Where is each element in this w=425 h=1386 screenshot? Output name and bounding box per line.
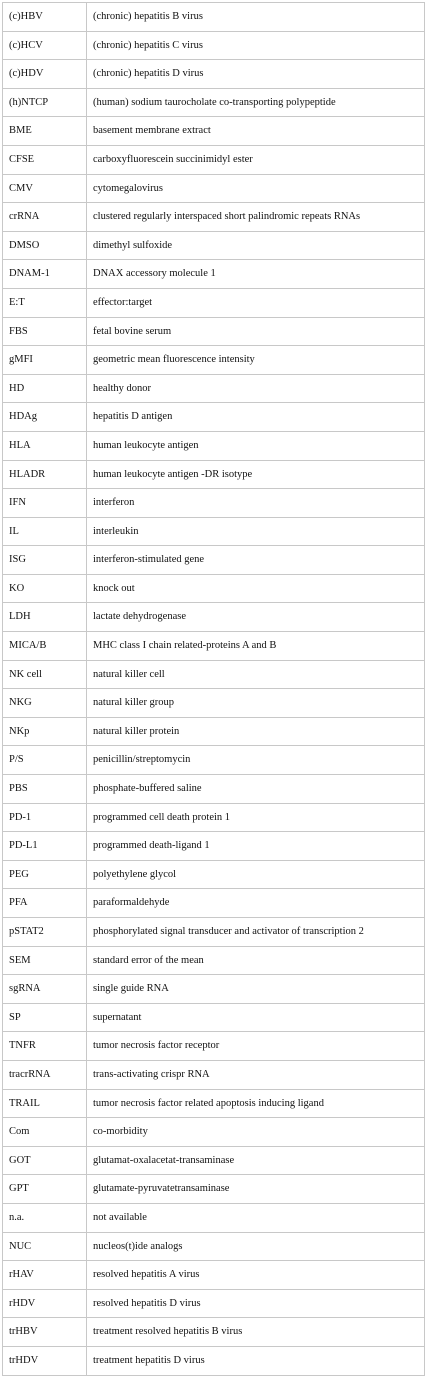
table-row bbox=[3, 746, 425, 775]
table-row bbox=[3, 1346, 425, 1375]
abbreviation-cell: MICA/B bbox=[3, 632, 87, 661]
definition-cell: lactate dehydrogenase bbox=[87, 603, 425, 632]
definition-cell: treatment hepatitis D virus bbox=[87, 1346, 425, 1375]
table-row bbox=[3, 1318, 425, 1347]
abbreviation-cell: HDAg bbox=[3, 403, 87, 432]
definition-cell: interleukin bbox=[87, 517, 425, 546]
table-row bbox=[3, 1232, 425, 1261]
abbreviation-cell: FBS bbox=[3, 317, 87, 346]
definition-cell: dimethyl sulfoxide bbox=[87, 231, 425, 260]
table-row bbox=[3, 603, 425, 632]
definition-cell: standard error of the mean bbox=[87, 946, 425, 975]
table-row bbox=[3, 689, 425, 718]
definition-cell: nucleos(t)ide analogs bbox=[87, 1232, 425, 1261]
definition-cell: penicillin/streptomycin bbox=[87, 746, 425, 775]
table-row bbox=[3, 832, 425, 861]
definition-cell: basement membrane extract bbox=[87, 117, 425, 146]
abbreviation-cell: DMSO bbox=[3, 231, 87, 260]
definition-cell: interferon-stimulated gene bbox=[87, 546, 425, 575]
table-row bbox=[3, 403, 425, 432]
table-row bbox=[3, 632, 425, 661]
table-row bbox=[3, 489, 425, 518]
abbreviation-cell: TNFR bbox=[3, 1032, 87, 1061]
definition-cell: geometric mean fluorescence intensity bbox=[87, 346, 425, 375]
definition-cell: healthy donor bbox=[87, 374, 425, 403]
table-row bbox=[3, 203, 425, 232]
abbreviation-cell: SP bbox=[3, 1003, 87, 1032]
definition-cell: tumor necrosis factor related apoptosis inducing ligand bbox=[87, 1089, 425, 1118]
definition-cell: supernatant bbox=[87, 1003, 425, 1032]
abbreviation-cell: NK cell bbox=[3, 660, 87, 689]
table-row bbox=[3, 803, 425, 832]
abbreviation-cell: gMFI bbox=[3, 346, 87, 375]
definition-cell: human leukocyte antigen -DR isotype bbox=[87, 460, 425, 489]
table-row bbox=[3, 517, 425, 546]
abbreviation-cell: SEM bbox=[3, 946, 87, 975]
abbreviation-cell: IFN bbox=[3, 489, 87, 518]
table-row bbox=[3, 1060, 425, 1089]
table-row bbox=[3, 889, 425, 918]
table-row bbox=[3, 775, 425, 804]
abbreviation-cell: GOT bbox=[3, 1146, 87, 1175]
table-row bbox=[3, 946, 425, 975]
table-row bbox=[3, 231, 425, 260]
abbreviation-cell: LDH bbox=[3, 603, 87, 632]
definition-cell: programmed death-ligand 1 bbox=[87, 832, 425, 861]
abbreviation-cell: CMV bbox=[3, 174, 87, 203]
definition-cell: cytomegalovirus bbox=[87, 174, 425, 203]
abbreviation-cell: BME bbox=[3, 117, 87, 146]
table-row bbox=[3, 288, 425, 317]
definition-cell: fetal bovine serum bbox=[87, 317, 425, 346]
definition-cell: phosphate-buffered saline bbox=[87, 775, 425, 804]
abbreviation-cell: CFSE bbox=[3, 145, 87, 174]
definition-cell: natural killer protein bbox=[87, 717, 425, 746]
definition-cell: glutamat-oxalacetat-transaminase bbox=[87, 1146, 425, 1175]
abbreviation-cell: ISG bbox=[3, 546, 87, 575]
table-row bbox=[3, 975, 425, 1004]
definition-cell: glutamate-pyruvatetransaminase bbox=[87, 1175, 425, 1204]
table-row bbox=[3, 717, 425, 746]
abbreviation-cell: (c)HBV bbox=[3, 3, 87, 32]
table-row bbox=[3, 88, 425, 117]
abbreviation-cell: Com bbox=[3, 1118, 87, 1147]
table-row bbox=[3, 546, 425, 575]
table-row bbox=[3, 174, 425, 203]
definition-cell: natural killer cell bbox=[87, 660, 425, 689]
table-row bbox=[3, 31, 425, 60]
definition-cell: treatment resolved hepatitis B virus bbox=[87, 1318, 425, 1347]
table-row bbox=[3, 346, 425, 375]
abbreviation-cell: NUC bbox=[3, 1232, 87, 1261]
abbreviation-cell: HD bbox=[3, 374, 87, 403]
table-row bbox=[3, 260, 425, 289]
abbreviation-cell: IL bbox=[3, 517, 87, 546]
definition-cell: programmed cell death protein 1 bbox=[87, 803, 425, 832]
abbreviation-cell: HLADR bbox=[3, 460, 87, 489]
table-row bbox=[3, 1118, 425, 1147]
definition-cell: resolved hepatitis D virus bbox=[87, 1289, 425, 1318]
abbreviation-cell: HLA bbox=[3, 431, 87, 460]
abbreviation-cell: tracrRNA bbox=[3, 1060, 87, 1089]
table-row bbox=[3, 918, 425, 947]
definition-cell: (chronic) hepatitis B virus bbox=[87, 3, 425, 32]
abbreviation-cell: rHDV bbox=[3, 1289, 87, 1318]
table-row bbox=[3, 431, 425, 460]
table-row bbox=[3, 1089, 425, 1118]
abbreviation-cell: trHBV bbox=[3, 1318, 87, 1347]
abbreviation-cell: n.a. bbox=[3, 1203, 87, 1232]
definition-cell: trans-activating crispr RNA bbox=[87, 1060, 425, 1089]
abbreviation-cell: (h)NTCP bbox=[3, 88, 87, 117]
definition-cell: human leukocyte antigen bbox=[87, 431, 425, 460]
table-row bbox=[3, 574, 425, 603]
table-row bbox=[3, 860, 425, 889]
abbreviation-cell: E:T bbox=[3, 288, 87, 317]
abbreviation-cell: NKp bbox=[3, 717, 87, 746]
abbreviation-cell: (c)HCV bbox=[3, 31, 87, 60]
definition-cell: MHC class I chain related-proteins A and B bbox=[87, 632, 425, 661]
definition-cell: single guide RNA bbox=[87, 975, 425, 1004]
abbreviation-cell: DNAM-1 bbox=[3, 260, 87, 289]
abbreviation-cell: GPT bbox=[3, 1175, 87, 1204]
table-row bbox=[3, 60, 425, 89]
definition-cell: clustered regularly interspaced short palindromic repeats RNAs bbox=[87, 203, 425, 232]
abbreviation-cell: crRNA bbox=[3, 203, 87, 232]
abbreviation-cell: P/S bbox=[3, 746, 87, 775]
table-row bbox=[3, 117, 425, 146]
definition-cell: knock out bbox=[87, 574, 425, 603]
table-row bbox=[3, 1289, 425, 1318]
abbreviation-cell: KO bbox=[3, 574, 87, 603]
table-row bbox=[3, 1032, 425, 1061]
table-row bbox=[3, 1203, 425, 1232]
definition-cell: (chronic) hepatitis D virus bbox=[87, 60, 425, 89]
table-row bbox=[3, 660, 425, 689]
definition-cell: (chronic) hepatitis C virus bbox=[87, 31, 425, 60]
table-row bbox=[3, 1175, 425, 1204]
definition-cell: paraformaldehyde bbox=[87, 889, 425, 918]
table-row bbox=[3, 374, 425, 403]
table-row bbox=[3, 1261, 425, 1290]
definition-cell: interferon bbox=[87, 489, 425, 518]
definition-cell: not available bbox=[87, 1203, 425, 1232]
abbreviation-cell: pSTAT2 bbox=[3, 918, 87, 947]
table-row bbox=[3, 317, 425, 346]
table-row bbox=[3, 145, 425, 174]
table-row bbox=[3, 1003, 425, 1032]
abbreviation-cell: PEG bbox=[3, 860, 87, 889]
table-row bbox=[3, 3, 425, 32]
abbreviation-cell: NKG bbox=[3, 689, 87, 718]
abbreviation-cell: rHAV bbox=[3, 1261, 87, 1290]
abbreviation-cell: PBS bbox=[3, 775, 87, 804]
definition-cell: tumor necrosis factor receptor bbox=[87, 1032, 425, 1061]
abbreviation-cell: trHDV bbox=[3, 1346, 87, 1375]
definition-cell: carboxyfluorescein succinimidyl ester bbox=[87, 145, 425, 174]
definition-cell: phosphorylated signal transducer and activator of transcription 2 bbox=[87, 918, 425, 947]
definition-cell: resolved hepatitis A virus bbox=[87, 1261, 425, 1290]
definition-cell: natural killer group bbox=[87, 689, 425, 718]
definition-cell: co-morbidity bbox=[87, 1118, 425, 1147]
table-row bbox=[3, 1146, 425, 1175]
abbreviation-cell: sgRNA bbox=[3, 975, 87, 1004]
abbreviations-table bbox=[2, 2, 425, 1376]
table-row bbox=[3, 460, 425, 489]
abbreviation-cell: TRAIL bbox=[3, 1089, 87, 1118]
abbreviation-cell: (c)HDV bbox=[3, 60, 87, 89]
definition-cell: (human) sodium taurocholate co-transporting polypeptide bbox=[87, 88, 425, 117]
abbreviation-cell: PD-L1 bbox=[3, 832, 87, 861]
definition-cell: hepatitis D antigen bbox=[87, 403, 425, 432]
abbreviation-cell: PD-1 bbox=[3, 803, 87, 832]
abbreviation-cell: PFA bbox=[3, 889, 87, 918]
definition-cell: polyethylene glycol bbox=[87, 860, 425, 889]
definition-cell: DNAX accessory molecule 1 bbox=[87, 260, 425, 289]
abbreviations-table-body bbox=[3, 3, 425, 1376]
definition-cell: effector:target bbox=[87, 288, 425, 317]
